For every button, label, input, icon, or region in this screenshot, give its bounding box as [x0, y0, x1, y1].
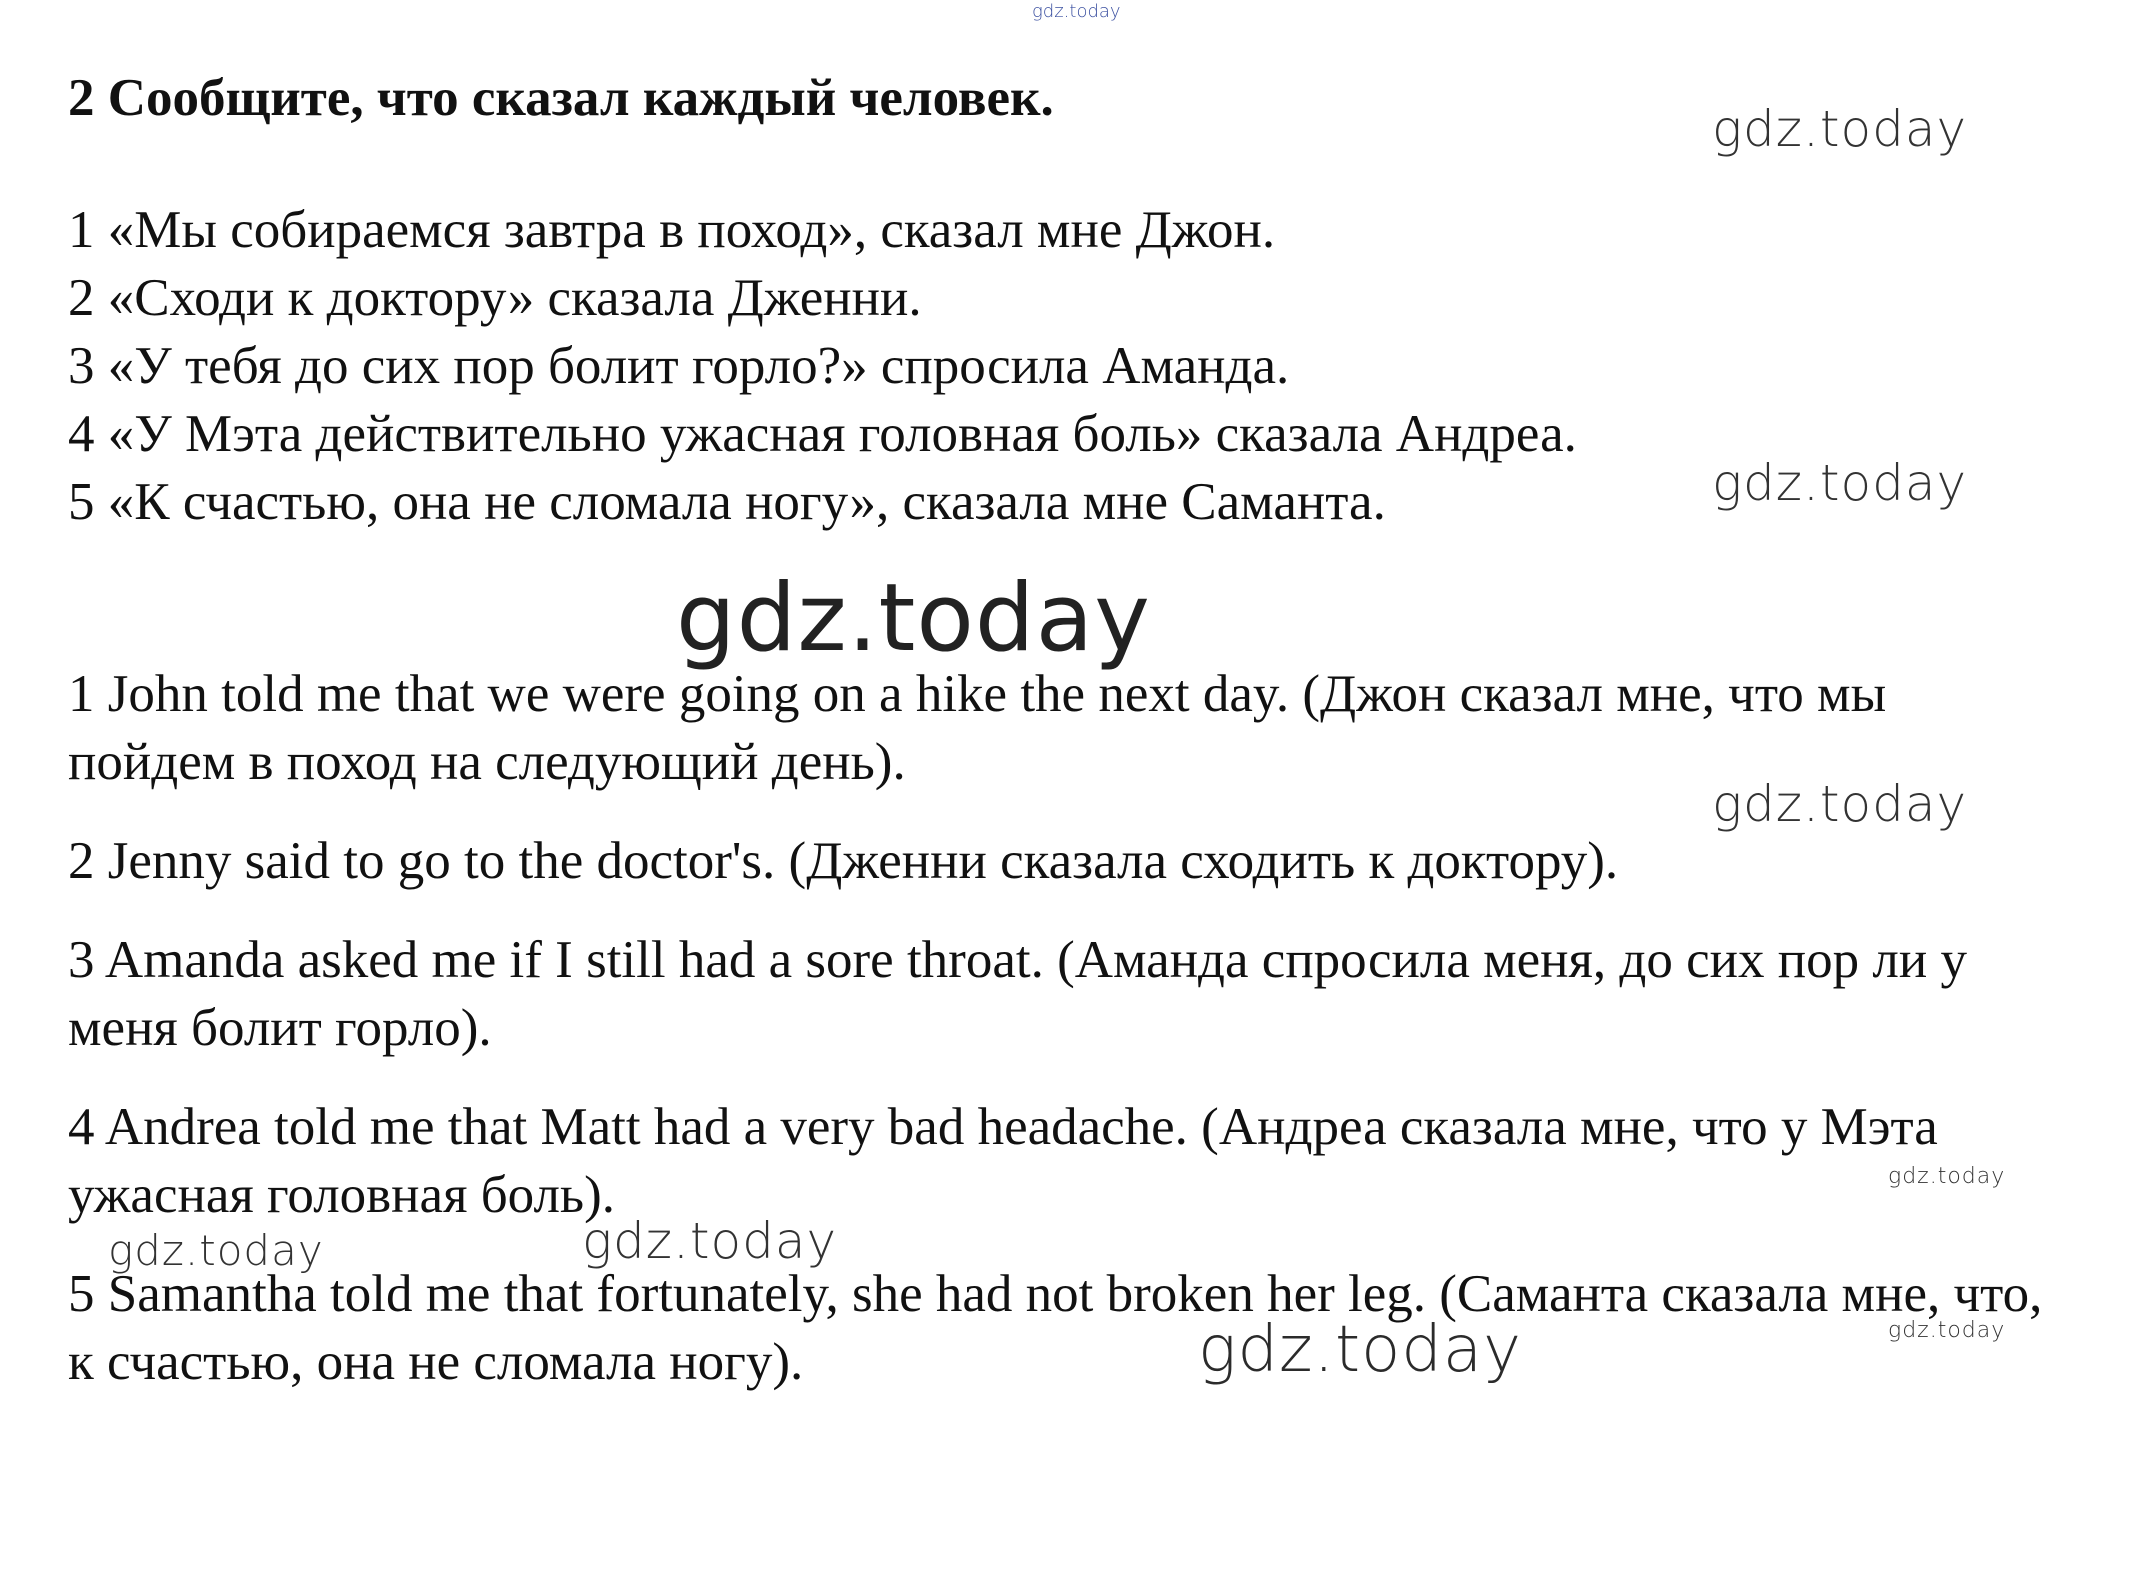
answer-paragraph: 5 Samantha told me that fortunately, she had not broken her leg. (Саманта сказала мне, что, к счастью, она не сломала ногу). — [68, 1265, 2043, 1391]
exercise-item: 5 «К счастью, она не сломала ногу», сказала мне Саманта. — [68, 473, 1386, 531]
exercise-items — [68, 196, 1577, 536]
watermark-top: gdz.today — [1032, 1, 1121, 22]
watermark: gdz.today — [1712, 454, 1968, 512]
watermark: gdz.today — [676, 564, 1151, 673]
exercise-item: 4 «У Мэта действительно ужасная головная боль» сказала Андреа. — [68, 405, 1577, 463]
watermark: gdz.today — [1888, 1164, 2006, 1189]
exercise-item: 2 «Сходи к доктору» сказала Дженни. — [68, 269, 922, 327]
answer-paragraph: 3 Amanda asked me if I still had a sore throat. (Аманда спросила меня, до сих пор ли у меня болит горло). — [68, 931, 1967, 1057]
watermark: gdz.today — [108, 1226, 324, 1275]
exercise-item: 1 «Мы собираемся завтра в поход», сказал мне Джон. — [68, 201, 1276, 259]
watermark: gdz.today — [1712, 775, 1968, 833]
watermark: gdz.today — [1712, 100, 1968, 158]
exercise-item: 3 «У тебя до сих пор болит горло?» спросила Аманда. — [68, 337, 1290, 395]
answer-paragraph: 4 Andrea told me that Matt had a very bad headache. (Андреа сказала мне, что у Мэта ужасная головная боль). — [68, 1098, 1938, 1224]
answer-paragraph: 1 John told me that we were going on a hike the next day. (Джон сказал мне, что мы пойдем в поход на следующий день). — [68, 665, 1887, 791]
watermark: gdz.today — [1198, 1313, 1522, 1387]
watermark: gdz.today — [582, 1212, 838, 1270]
watermark: gdz.today — [1888, 1318, 2006, 1343]
exercise-title: 2 Сообщите, что сказал каждый человек. — [68, 69, 1054, 127]
answer-paragraph: 2 Jenny said to go to the doctor's. (Дженни сказала сходить к доктору). — [68, 832, 1619, 890]
